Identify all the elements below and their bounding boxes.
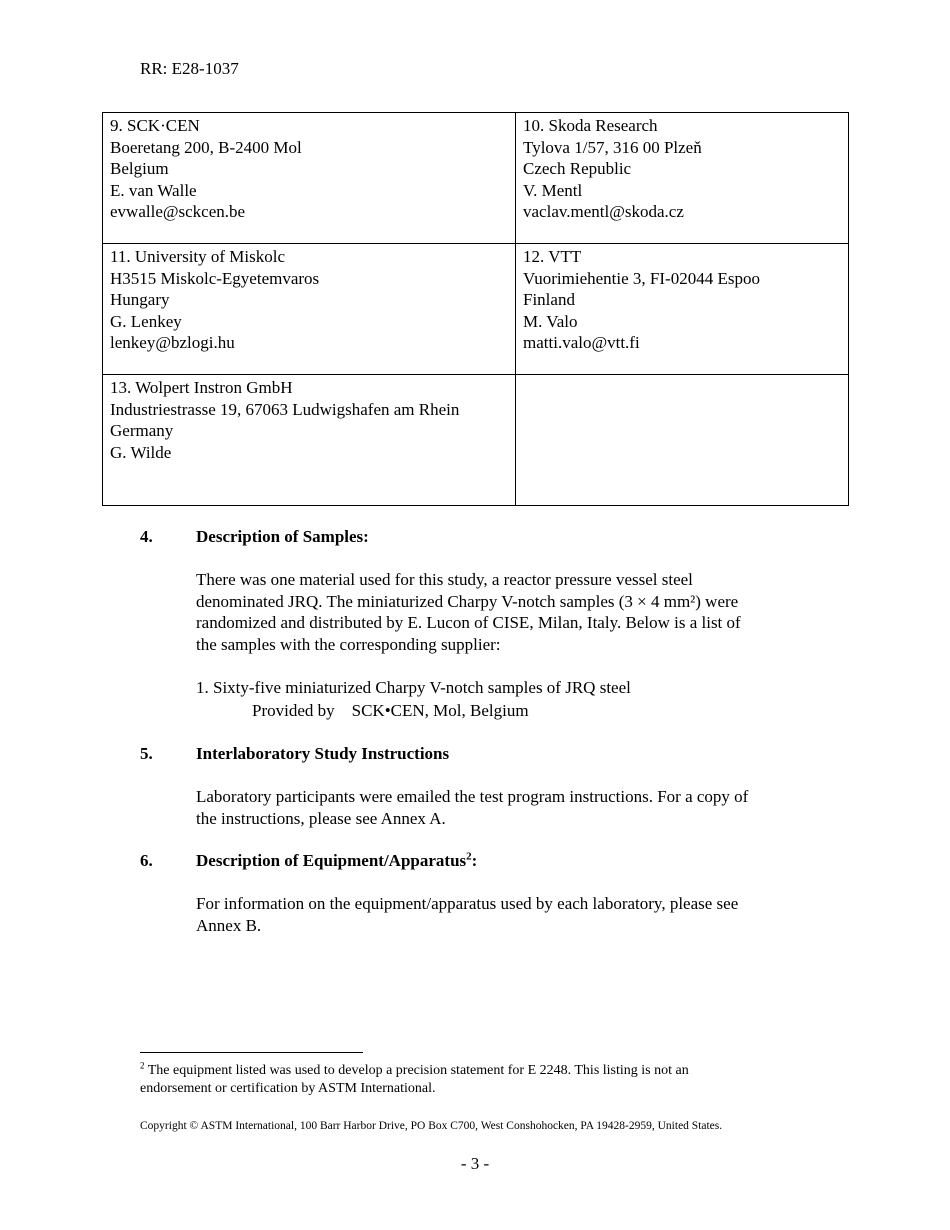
footnote bbox=[140, 1062, 800, 1098]
participant-name: 11. University of Miskolc bbox=[110, 247, 286, 266]
participant-name: 10. Skoda Research bbox=[523, 116, 658, 135]
participant-contact: G. Wilde bbox=[110, 442, 172, 462]
participant-email: evwalle@sckcen.be bbox=[110, 202, 246, 221]
section-4-title: Description of Samples: bbox=[196, 527, 369, 546]
paragraph-line: the instructions, please see Annex A. bbox=[196, 808, 446, 828]
section-4-paragraph bbox=[196, 569, 826, 655]
sample-list-item: 1. Sixty-five miniaturized Charpy V-notch samples of JRQ steel bbox=[196, 678, 631, 697]
paragraph-line: denominated JRQ. The miniaturized Charpy V-notch samples (3 × 4 mm²) were bbox=[196, 591, 739, 611]
participant-contact: V. Mentl bbox=[523, 180, 583, 200]
paragraph-line: the samples with the corresponding supplier: bbox=[196, 634, 501, 654]
paragraph-line: Laboratory participants were emailed the test program instructions. For a copy of bbox=[196, 787, 749, 806]
paragraph-line: For information on the equipment/apparatus used by each laboratory, please see bbox=[196, 894, 739, 913]
section-6-title-suffix: : bbox=[471, 851, 478, 870]
table-row bbox=[103, 375, 849, 506]
page-number: - 3 - bbox=[460, 1154, 490, 1173]
table-row bbox=[103, 244, 849, 375]
sample-provider bbox=[252, 700, 529, 722]
participant-cell-13 bbox=[103, 375, 516, 506]
section-4-number: 4. bbox=[140, 527, 153, 546]
paragraph-line: There was one material used for this study, a reactor pressure vessel steel bbox=[196, 570, 693, 589]
participant-email: lenkey@bzlogi.hu bbox=[110, 333, 235, 352]
section-5-number: 5. bbox=[140, 744, 153, 763]
section-5-title: Interlaboratory Study Instructions bbox=[196, 744, 450, 763]
provided-by-label: Provided by bbox=[252, 701, 335, 720]
section-6-paragraph bbox=[196, 893, 826, 936]
participant-country: Finland bbox=[523, 290, 575, 309]
participant-email: matti.valo@vtt.fi bbox=[523, 333, 640, 352]
footnote-reference: 2 bbox=[466, 850, 472, 863]
section-5-paragraph bbox=[196, 786, 826, 829]
footnote-text: endorsement or certification by ASTM International. bbox=[140, 1081, 436, 1096]
table-row bbox=[103, 113, 849, 244]
footnote-divider bbox=[140, 1052, 363, 1053]
participant-address: Vuorimiehentie 3, FI-02044 Espoo bbox=[523, 268, 760, 288]
participant-cell-10 bbox=[516, 113, 849, 244]
participant-name: 12. VTT bbox=[523, 247, 582, 266]
participant-country: Germany bbox=[110, 421, 174, 440]
footnote-text: The equipment listed was used to develop a precision statement for E 2248. This listing is not an bbox=[144, 1063, 689, 1078]
paragraph-line: randomized and distributed by E. Lucon of CISE, Milan, Italy. Below is a list of bbox=[196, 613, 741, 632]
participant-address: Boeretang 200, B-2400 Mol bbox=[110, 137, 302, 157]
participant-email: vaclav.mentl@skoda.cz bbox=[523, 202, 684, 221]
participant-name: 9. SCK·CEN bbox=[110, 116, 200, 135]
footnote-mark: 2 bbox=[140, 1060, 145, 1071]
participant-contact: M. Valo bbox=[523, 311, 578, 331]
section-6-title bbox=[196, 850, 477, 872]
participant-address: Industriestrasse 19, 67063 Ludwigshafen am Rhein bbox=[110, 399, 460, 419]
participant-address: H3515 Miskolc-Egyetemvaros bbox=[110, 268, 320, 288]
provided-by-value: SCK•CEN, Mol, Belgium bbox=[351, 701, 529, 720]
participant-country: Czech Republic bbox=[523, 159, 632, 178]
participant-name: 13. Wolpert Instron GmbH bbox=[110, 378, 293, 397]
copyright-notice: Copyright © ASTM International, 100 Barr Harbor Drive, PO Box C700, West Conshohocken, PA 19428-2959, United States. bbox=[140, 1120, 723, 1132]
participants-table bbox=[102, 112, 849, 506]
section-6-number: 6. bbox=[140, 851, 153, 870]
participant-cell-11 bbox=[103, 244, 516, 375]
participant-cell-9 bbox=[103, 113, 516, 244]
participant-contact: E. van Walle bbox=[110, 180, 197, 200]
participant-contact: G. Lenkey bbox=[110, 311, 182, 331]
participant-cell-empty bbox=[516, 375, 849, 506]
document-reference: RR: E28-1037 bbox=[140, 59, 239, 78]
participant-address: Tylova 1/57, 316 00 Plzeň bbox=[523, 137, 702, 157]
participant-cell-12 bbox=[516, 244, 849, 375]
section-6-title-text: Description of Equipment/Apparatus bbox=[196, 851, 467, 870]
paragraph-line: Annex B. bbox=[196, 915, 262, 935]
participant-country: Belgium bbox=[110, 159, 169, 178]
participant-country: Hungary bbox=[110, 290, 170, 309]
